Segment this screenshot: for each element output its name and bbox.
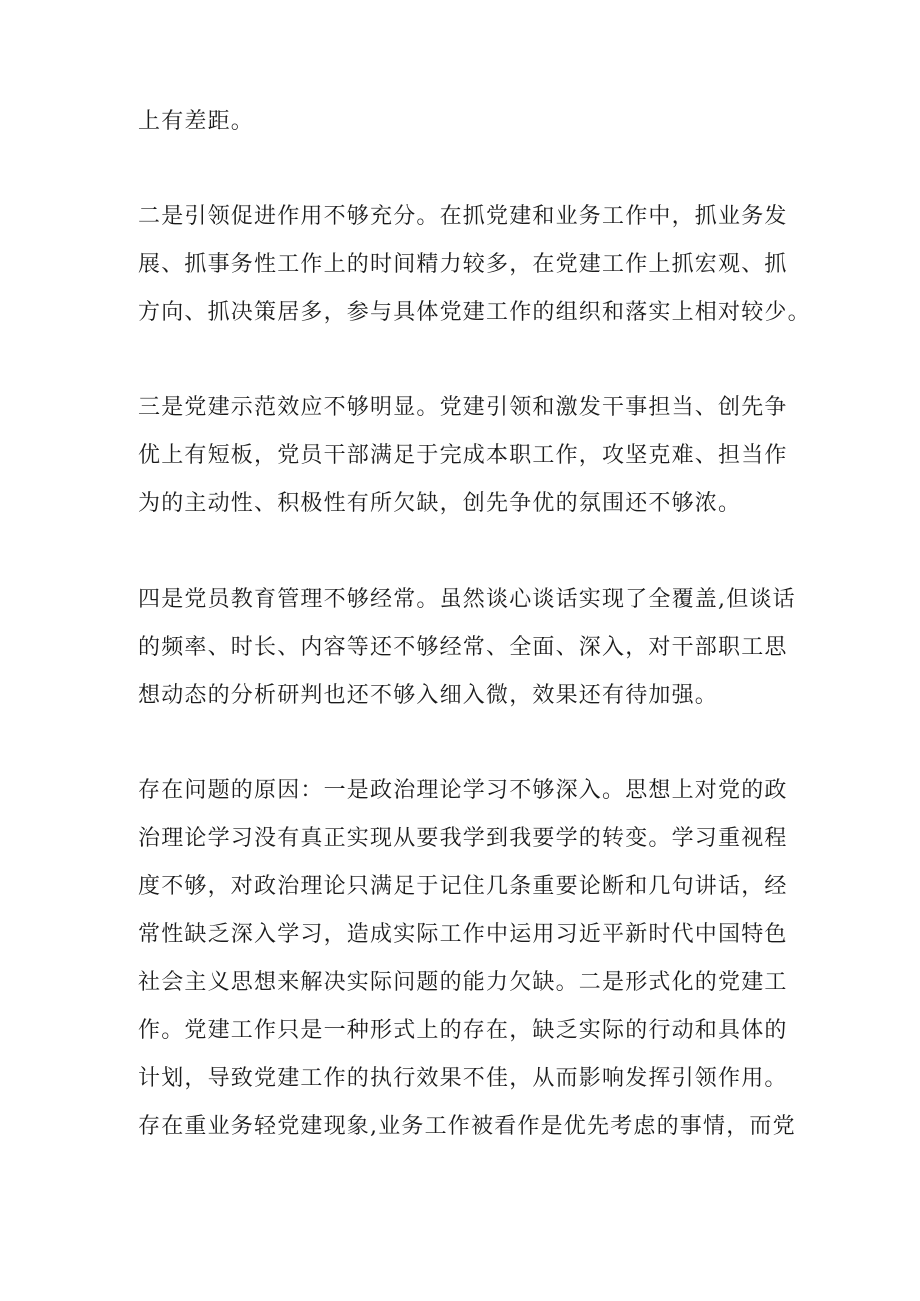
text-line: 的频率、时长、内容等还不够经常、全面、深入，对干部职工思 [138,635,788,660]
paragraph-causes [138,767,796,1151]
text-line: 作。党建工作只是一种形式上的存在，缺乏实际的行动和具体的 [138,1018,788,1043]
paragraph-point-three [138,384,788,528]
text-line: 优上有短板，党员干部满足于完成本职工作，攻坚克难、担当作 [138,443,788,468]
paragraph-point-two [138,193,811,337]
text-line: 度不够，对政治理论只满足于记住几条重要论断和几句讲话，经 [138,874,788,899]
text-line: 存在问题的原因：一是政治理论学习不够深入。思想上对党的政 [138,778,788,803]
text-line: 三是党建示范效应不够明显。党建引领和激发干事担当、创先争 [138,395,788,420]
text-line: 二是引领促进作用不够充分。在抓党建和业务工作中，抓业务发 [138,204,788,229]
text-line: 想动态的分析研判也还不够入细入微，效果还有待加强。 [138,683,719,708]
paragraph-point-four [138,576,796,720]
text-line: 计划，导致党建工作的执行效果不佳，从而影响发挥引领作用。 [138,1066,788,1091]
text-line: 社会主义思想来解决实际问题的能力欠缺。二是形式化的党建工 [138,970,788,995]
text-line: 展、抓事务性工作上的时间精力较多，在党建工作上抓宏观、抓 [138,252,788,277]
text-line: 方向、抓决策居多，参与具体党建工作的组织和落实上相对较少。 [138,300,811,325]
text-line: 常性缺乏深入学习，造成实际工作中运用习近平新时代中国特色 [138,922,788,947]
text-line: 为的主动性、积极性有所欠缺，创先争优的氛围还不够浓。 [138,491,742,516]
text-line: 四是党员教育管理不够经常。虽然谈心谈话实现了全覆盖,但谈话 [138,587,796,612]
text-line: 上有差距。 [138,109,255,134]
paragraph-continuation [138,98,254,146]
text-line: 治理论学习没有真正实现从要我学到我要学的转变。学习重视程 [138,826,788,851]
text-line: 存在重业务轻党建现象,业务工作被看作是优先考虑的事情，而党 [138,1114,796,1139]
